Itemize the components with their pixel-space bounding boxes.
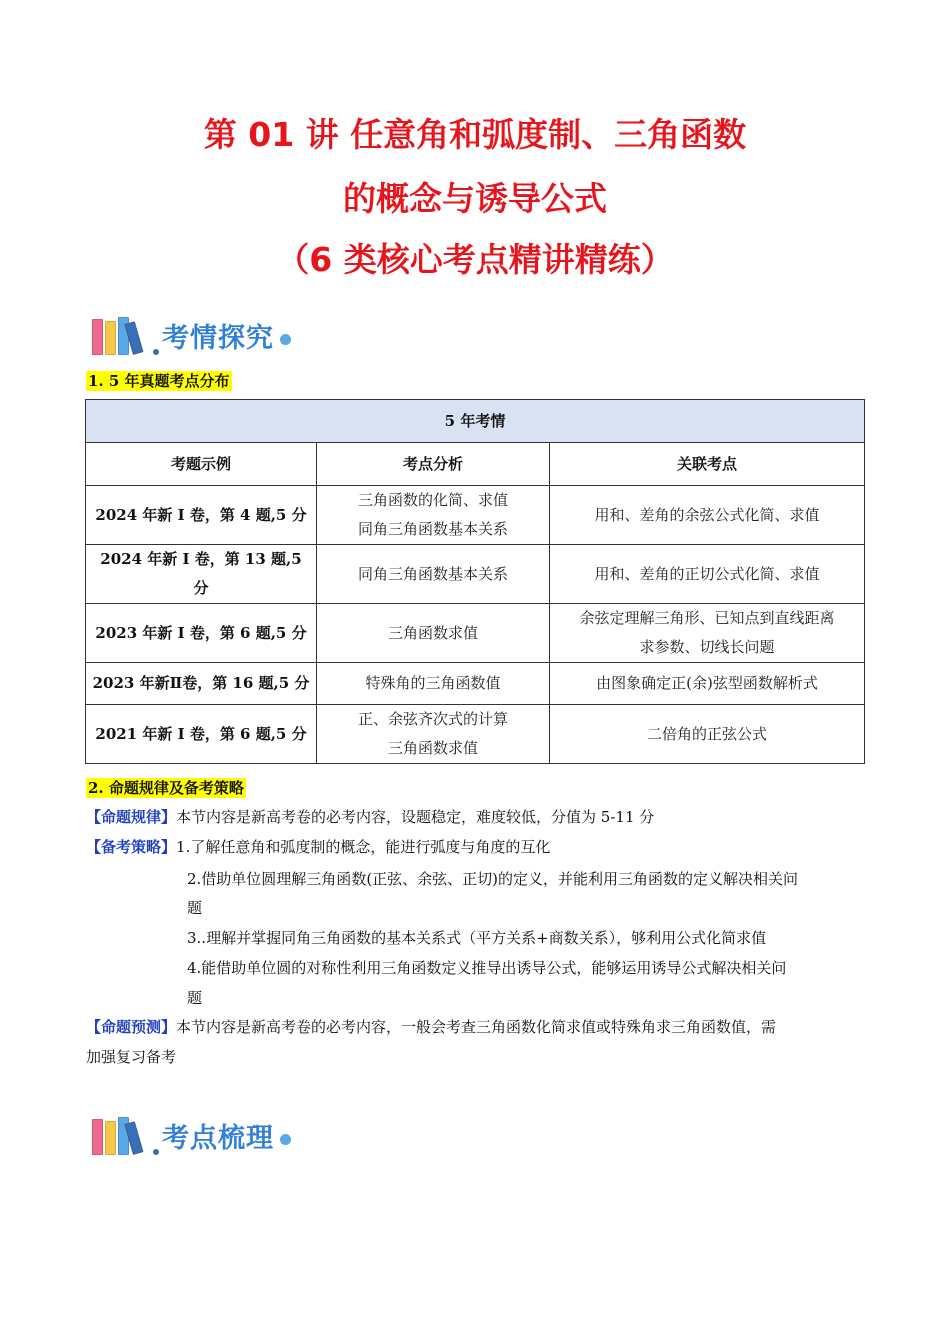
predict-text-cont: 加强复习备考 — [86, 1048, 177, 1066]
cell-analysis: 同角三角函数基本关系 — [317, 545, 550, 604]
cell-analysis: 三角函数的化简、求值 同角三角函数基本关系 — [317, 486, 550, 545]
cell-analysis: 特殊角的三角函数值 — [317, 663, 550, 705]
predict-paragraph — [86, 1012, 776, 1042]
rule-paragraph — [86, 802, 654, 832]
prep-item-2-cont: 题 — [187, 899, 203, 917]
title-line-2: 的概念与诱导公式 — [343, 179, 607, 218]
cell-example: 2021 年新 I 卷，第 6 题,5 分 — [86, 705, 317, 764]
table-row — [86, 604, 865, 663]
dot-icon — [153, 1149, 159, 1155]
table-caption: 5 年考情 — [86, 400, 865, 443]
cell-related: 由图象确定正(余)弦型函数解析式 — [550, 663, 865, 705]
rule-text: 本节内容是新高考卷的必考内容，设题稳定，难度较低，分值为 5-11 分 — [176, 808, 655, 826]
predict-tag: 【命题预测】 — [86, 1018, 177, 1036]
column-header: 考点分析 — [317, 443, 550, 486]
dot-icon — [153, 349, 159, 355]
column-header: 关联考点 — [550, 443, 865, 486]
prep-paragraph — [86, 832, 550, 862]
books-icon — [92, 315, 146, 355]
cell-related: 余弦定理解三角形、已知点到直线距离 求参数、切线长问题 — [550, 604, 865, 663]
cell-example: 2024 年新 I 卷，第 13 题,5 分 — [86, 545, 317, 604]
section-title-kaoqing: 考情探究 — [162, 322, 274, 354]
prep-item-2: 2.借助单位圆理解三角函数(正弦、余弦、正切)的定义，并能利用三角函数的定义解决相关问 — [187, 870, 799, 888]
exam-table — [85, 399, 865, 764]
circle-icon — [280, 1134, 291, 1145]
predict-text: 本节内容是新高考卷的必考内容，一般会考查三角函数化简求值或特殊角求三角函数值，需 — [176, 1018, 777, 1036]
cell-related: 二倍角的正弦公式 — [550, 705, 865, 764]
circle-icon — [280, 334, 291, 345]
cell-related: 用和、差角的余弦公式化简、求值 — [550, 486, 865, 545]
title-line-1: 第 01 讲 任意角和弧度制、三角函数 — [203, 115, 747, 154]
books-icon — [92, 1115, 146, 1155]
cell-analysis: 正、余弦齐次式的计算 三角函数求值 — [317, 705, 550, 764]
column-header: 考题示例 — [86, 443, 317, 486]
section-header-kaoqing — [92, 313, 291, 357]
prep-item-4: 4.能借助单位圆的对称性利用三角函数定义推导出诱导公式，能够运用诱导公式解决相关问 — [187, 959, 787, 977]
cell-example: 2024 年新 I 卷，第 4 题,5 分 — [86, 486, 317, 545]
cell-example: 2023 年新 I 卷，第 6 题,5 分 — [86, 604, 317, 663]
heading-strategy: 2. 命题规律及备考策略 — [88, 779, 244, 797]
prep-item-3: 3..理解并掌握同角三角函数的基本关系式（平方关系+商数关系），够利用公式化简求值 — [187, 929, 767, 947]
heading-exam-distribution: 1. 5 年真题考点分布 — [88, 372, 230, 390]
table-row — [86, 705, 865, 764]
table-row — [86, 663, 865, 705]
table-row — [86, 545, 865, 604]
cell-analysis: 三角函数求值 — [317, 604, 550, 663]
section-title-kaodian: 考点梳理 — [162, 1122, 274, 1154]
cell-related: 用和、差角的正切公式化简、求值 — [550, 545, 865, 604]
title-line-3: （6 类核心考点精讲精练） — [276, 240, 674, 279]
section-header-kaodian — [92, 1113, 291, 1157]
cell-example: 2023 年新Ⅱ卷，第 16 题,5 分 — [86, 663, 317, 705]
prep-item-1: 1.了解任意角和弧度制的概念，能进行弧度与角度的互化 — [176, 838, 551, 856]
table-row — [86, 486, 865, 545]
rule-tag: 【命题规律】 — [86, 808, 177, 826]
prep-tag: 【备考策略】 — [86, 838, 177, 856]
prep-item-4-cont: 题 — [187, 989, 203, 1007]
